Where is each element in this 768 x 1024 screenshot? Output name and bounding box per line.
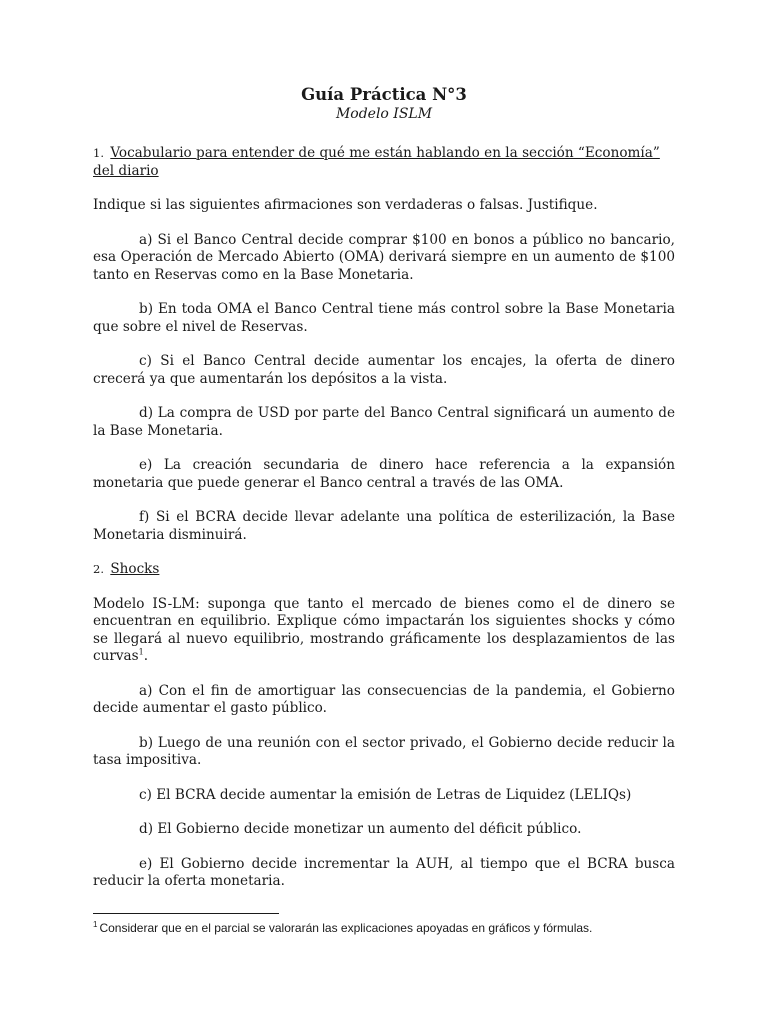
- footnote-text: Considerar que en el parcial se valorarán las explicaciones apoyadas en gráficos y fórmulas.: [99, 921, 593, 935]
- section-2-item-e: e) El Gobierno decide incrementar la AUH, al tiempo que el BCRA busca reducir la oferta monetaria.: [93, 855, 675, 889]
- section-2-item-d: d) El Gobierno decide monetizar un aumento del déficit público.: [139, 821, 582, 837]
- document-subtitle: Modelo ISLM: [335, 106, 433, 122]
- section-2-item-c: c) El BCRA decide aumentar la emisión de Letras de Liquidez (LELIQs): [139, 786, 632, 803]
- section-1-item-f: f) Si el BCRA decide llevar adelante una política de esterilización, la Base Monetaria disminuirá.: [93, 509, 675, 543]
- document-title: Guía Práctica N°3: [301, 85, 467, 104]
- footnote-divider: [93, 913, 279, 914]
- section-1-item-a: a) Si el Banco Central decide comprar $100 en bonos a público no bancario, esa Operación de Mercado Abierto (OMA) derivará siempre en un aumento de $100 tanto en Reservas como en la Base Monetaria.: [93, 231, 675, 283]
- section-1-title: Vocabulario para entender de qué me están hablando en la sección “Economía” del diario: [93, 145, 660, 179]
- section-2-intro-end: .: [143, 648, 149, 664]
- section-1-item-b: b) En toda OMA el Banco Central tiene más control sobre la Base Monetaria que sobre el nivel de Reservas.: [93, 301, 675, 335]
- section-1-item-c: c) Si el Banco Central decide aumentar los encajes, la oferta de dinero crecerá ya que aumentarán los depósitos a la vista.: [93, 353, 675, 387]
- footnote: [93, 920, 693, 936]
- section-1-heading: [93, 145, 675, 180]
- section-1-number: 1.: [93, 146, 104, 160]
- section-2-item-b: b) Luego de una reunión con el sector privado, el Gobierno decide reducir la tasa impositiva.: [93, 734, 675, 768]
- document-body: [93, 85, 675, 908]
- section-2-number: 2.: [93, 562, 104, 576]
- section-2-title: Shocks: [110, 561, 160, 577]
- section-1-item-e: e) La creación secundaria de dinero hace referencia a la expansión monetaria que puede generar el Banco central a través de las OMA.: [93, 457, 675, 491]
- section-2-heading: [93, 561, 675, 579]
- section-2-intro-text: Modelo IS-LM: suponga que tanto el mercado de bienes como el de dinero se encuentran en equilibrio. Explique cómo impactarán los siguientes shocks y cómo se llegará al nuevo equilibrio, mostrando gráficamente los desplazamientos de las curvas: [93, 595, 675, 664]
- section-1-item-d: d) La compra de USD por parte del Banco Central significará un aumento de la Base Monetaria.: [93, 405, 675, 439]
- footnote-marker: 1: [93, 920, 98, 929]
- section-1-intro: Indique si las siguientes afirmaciones son verdaderas o falsas. Justifique.: [93, 197, 598, 213]
- section-2-item-a: a) Con el fin de amortiguar las consecuencias de la pandemia, el Gobierno decide aumentar el gasto público.: [93, 682, 675, 716]
- footnote-reference: 1: [138, 647, 144, 657]
- section-2-intro: [93, 596, 675, 666]
